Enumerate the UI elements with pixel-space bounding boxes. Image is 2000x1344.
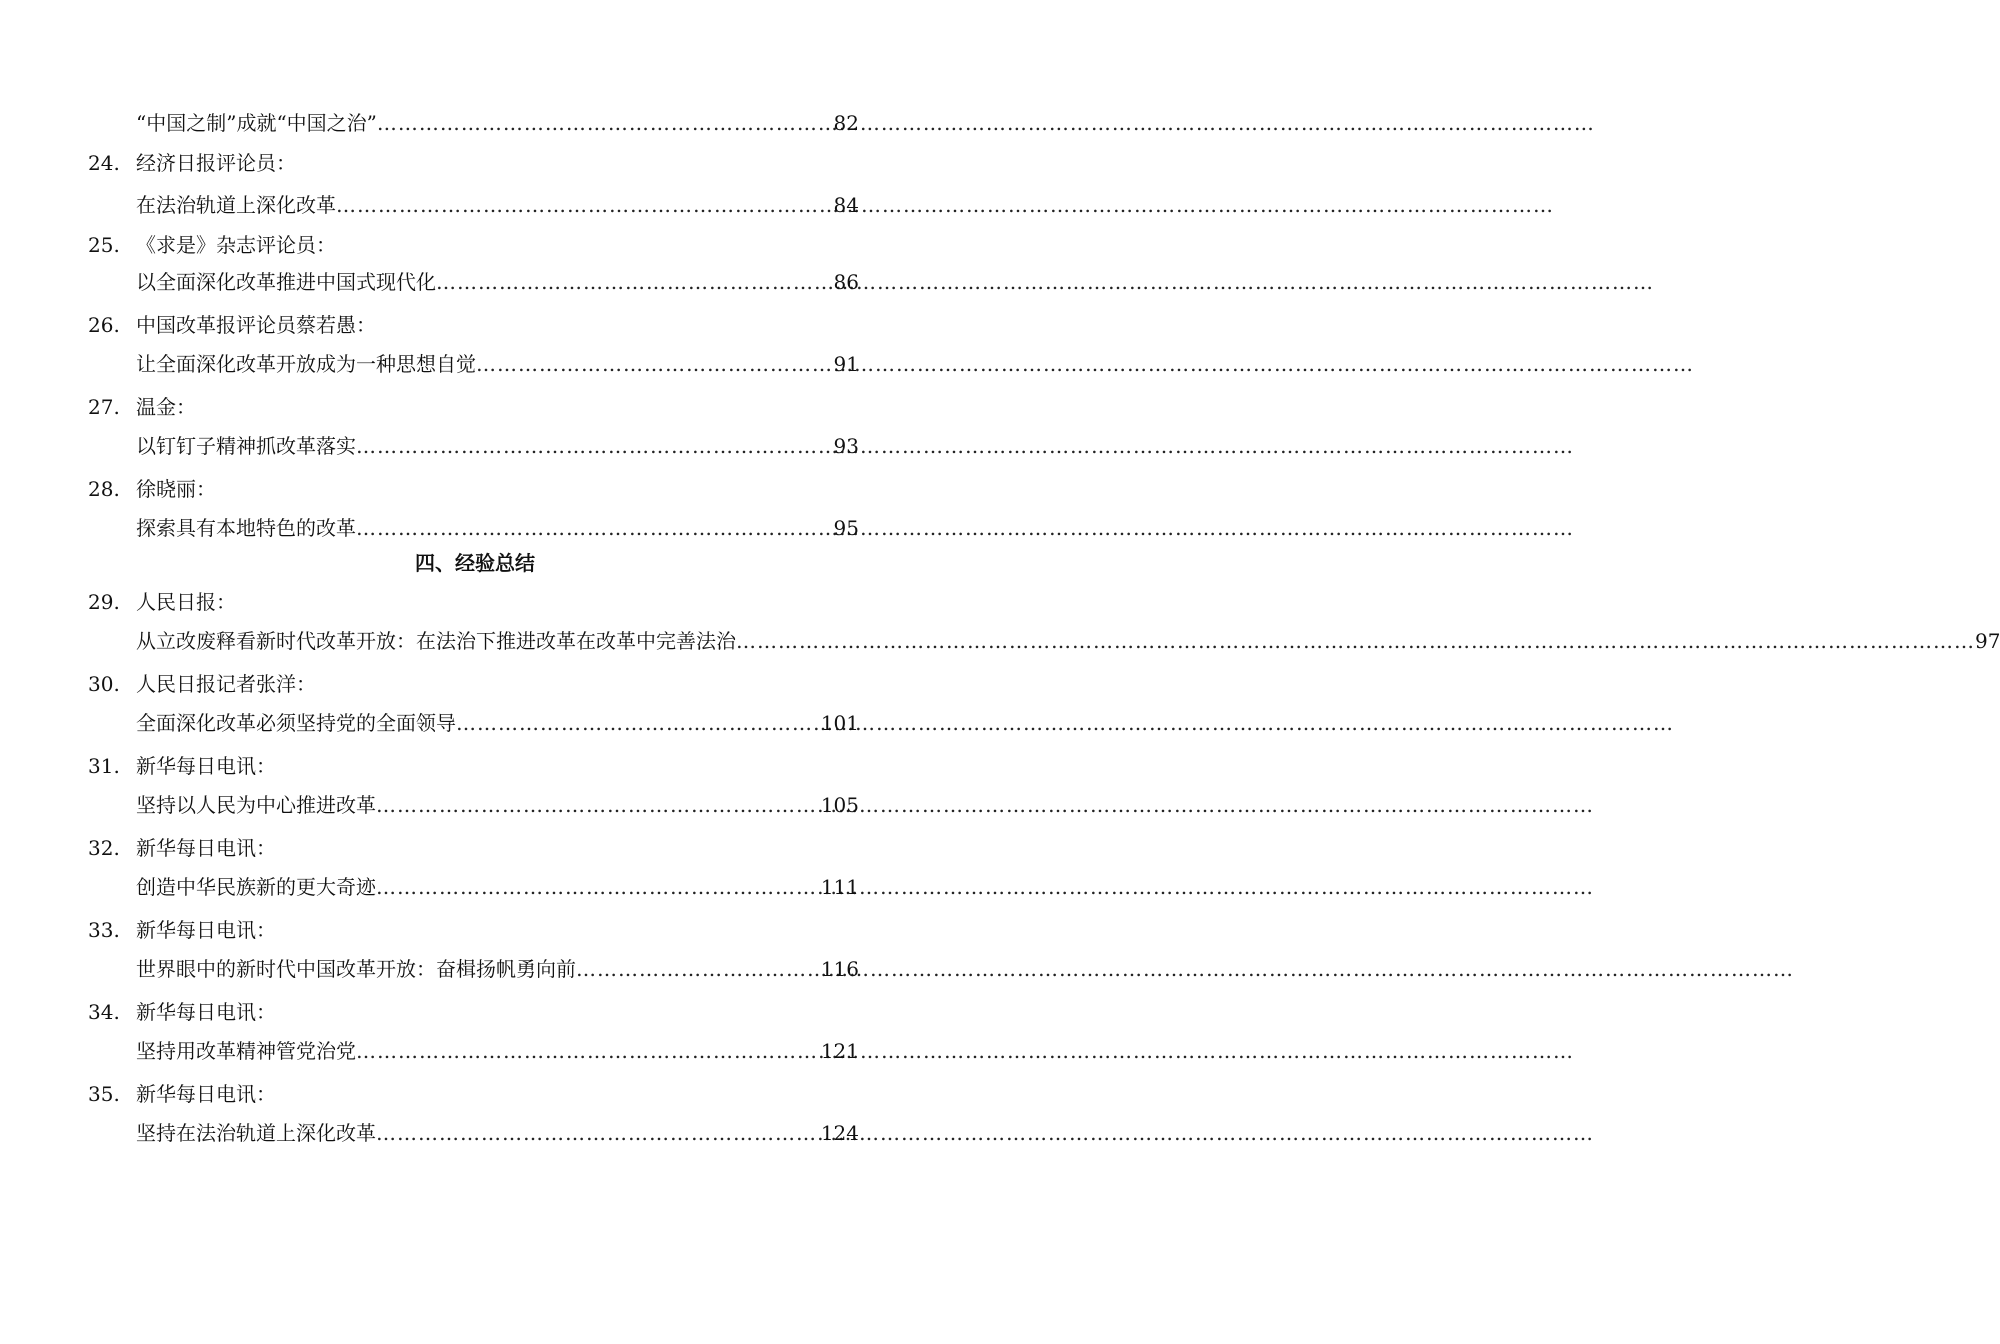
toc-page-number: 116 bbox=[820, 957, 859, 981]
toc-entry-author: 中国改革报评论员蔡若愚： bbox=[136, 313, 376, 337]
toc-author-row bbox=[88, 148, 868, 178]
toc-page-number: 101 bbox=[820, 711, 859, 735]
toc-title-row bbox=[136, 954, 859, 984]
dot-leader bbox=[376, 872, 821, 902]
toc-author-row bbox=[88, 751, 868, 781]
toc-entry-author: 《求是》杂志评论员： bbox=[136, 233, 336, 257]
toc-entry-author: 新华每日电讯： bbox=[136, 1000, 276, 1024]
toc-title-row bbox=[136, 790, 859, 820]
toc-page-number: 97 bbox=[1975, 629, 2000, 653]
toc-entry-title: “中国之制”成就“中国之治” bbox=[136, 111, 377, 135]
toc-entry-title: 坚持以人民为中心推进改革 bbox=[136, 793, 376, 817]
dot-leader bbox=[356, 431, 834, 461]
toc-author-row bbox=[88, 392, 868, 422]
toc-entry-number: 34. bbox=[88, 1000, 120, 1024]
toc-page-number: 105 bbox=[820, 793, 859, 817]
toc-entry-title: 坚持用改革精神管党治党 bbox=[136, 1039, 356, 1063]
dot-leader bbox=[377, 108, 834, 138]
toc-entry-title: 以全面深化改革推进中国式现代化 bbox=[136, 270, 436, 294]
toc-title-row bbox=[136, 431, 859, 461]
toc-author-row bbox=[88, 915, 868, 945]
toc-title-row bbox=[136, 267, 859, 297]
toc-entry-title: 让全面深化改革开放成为一种思想自觉 bbox=[136, 352, 476, 376]
toc-author-row bbox=[88, 833, 868, 863]
toc-page-number: 91 bbox=[833, 352, 859, 376]
toc-entry-author: 徐晓丽： bbox=[136, 477, 216, 501]
toc-page-number: 95 bbox=[833, 516, 859, 540]
toc-entry-author: 人民日报记者张洋： bbox=[136, 672, 316, 696]
toc-entry-author: 新华每日电讯： bbox=[136, 836, 276, 860]
toc-entry-title: 世界眼中的新时代中国改革开放：奋楫扬帆勇向前 bbox=[136, 957, 576, 981]
toc-page-number: 82 bbox=[833, 111, 859, 135]
dot-leader bbox=[456, 708, 821, 738]
toc-entry-title: 以钉钉子精神抓改革落实 bbox=[136, 434, 356, 458]
toc-page-number: 121 bbox=[820, 1039, 859, 1063]
toc-entry-number: 33. bbox=[88, 918, 120, 942]
toc-entry-author: 经济日报评论员： bbox=[136, 151, 296, 175]
toc-page-number: 86 bbox=[833, 270, 859, 294]
toc-entry-number: 30. bbox=[88, 672, 120, 696]
toc-entry-author: 新华每日电讯： bbox=[136, 918, 276, 942]
toc-entry-number: 26. bbox=[88, 313, 120, 337]
dot-leader: ………………………………………………………………………………………………………………………………………………………… … bbox=[736, 626, 1975, 656]
toc-entry-title: 创造中华民族新的更大奇迹 bbox=[136, 875, 376, 899]
dot-leader bbox=[576, 954, 821, 984]
toc-title-row bbox=[136, 349, 859, 379]
toc-title-row bbox=[136, 872, 859, 902]
dot-leader bbox=[356, 513, 834, 543]
toc-entry-number: 27. bbox=[88, 395, 120, 419]
toc-entry-number: 35. bbox=[88, 1082, 120, 1106]
toc-entry-title: 坚持在法治轨道上深化改革 bbox=[136, 1121, 376, 1145]
dot-leader bbox=[476, 349, 834, 379]
toc-entry-number: 25. bbox=[88, 233, 120, 257]
toc-author-row bbox=[88, 310, 868, 340]
toc-entry-author: 人民日报： bbox=[136, 590, 236, 614]
toc-page-number: 93 bbox=[833, 434, 859, 458]
dot-leader bbox=[336, 190, 834, 220]
toc-title-row bbox=[136, 513, 859, 543]
toc-title-row bbox=[136, 1036, 859, 1066]
toc-author-row bbox=[88, 230, 868, 260]
dot-leader bbox=[376, 1118, 821, 1148]
toc-author-row bbox=[88, 997, 868, 1027]
toc-entry-number: 32. bbox=[88, 836, 120, 860]
toc-title-row bbox=[136, 108, 859, 138]
toc-page-number: 84 bbox=[833, 193, 859, 217]
toc-entry-author: 新华每日电讯： bbox=[136, 1082, 276, 1106]
toc-page-number: 124 bbox=[820, 1121, 859, 1145]
toc-title-row bbox=[136, 626, 2000, 656]
toc-entry-title: 全面深化改革必须坚持党的全面领导 bbox=[136, 711, 456, 735]
toc-entry-number: 31. bbox=[88, 754, 120, 778]
toc-entry-title: 探索具有本地特色的改革 bbox=[136, 516, 356, 540]
toc-author-row bbox=[88, 474, 868, 504]
toc-title-row bbox=[136, 708, 859, 738]
dot-leader bbox=[376, 790, 821, 820]
toc-entry-number: 29. bbox=[88, 590, 120, 614]
section-heading: 四、经验总结 bbox=[415, 551, 535, 575]
toc-author-row bbox=[88, 669, 868, 699]
toc-entry-author: 新华每日电讯： bbox=[136, 754, 276, 778]
toc-entry-number: 24. bbox=[88, 151, 120, 175]
dot-leader bbox=[436, 267, 834, 297]
toc-author-row bbox=[88, 1079, 868, 1109]
toc-entry-title: 在法治轨道上深化改革 bbox=[136, 193, 336, 217]
toc-entry-number: 28. bbox=[88, 477, 120, 501]
toc-page-number: 111 bbox=[820, 875, 859, 899]
toc-title-row bbox=[136, 190, 859, 220]
toc-author-row bbox=[88, 587, 868, 617]
toc-entry-title: 从立改废释看新时代改革开放：在法治下推进改革在改革中完善法治 bbox=[136, 629, 736, 653]
toc-entry-author: 温金： bbox=[136, 395, 196, 419]
toc-title-row bbox=[136, 1118, 859, 1148]
dot-leader bbox=[356, 1036, 821, 1066]
